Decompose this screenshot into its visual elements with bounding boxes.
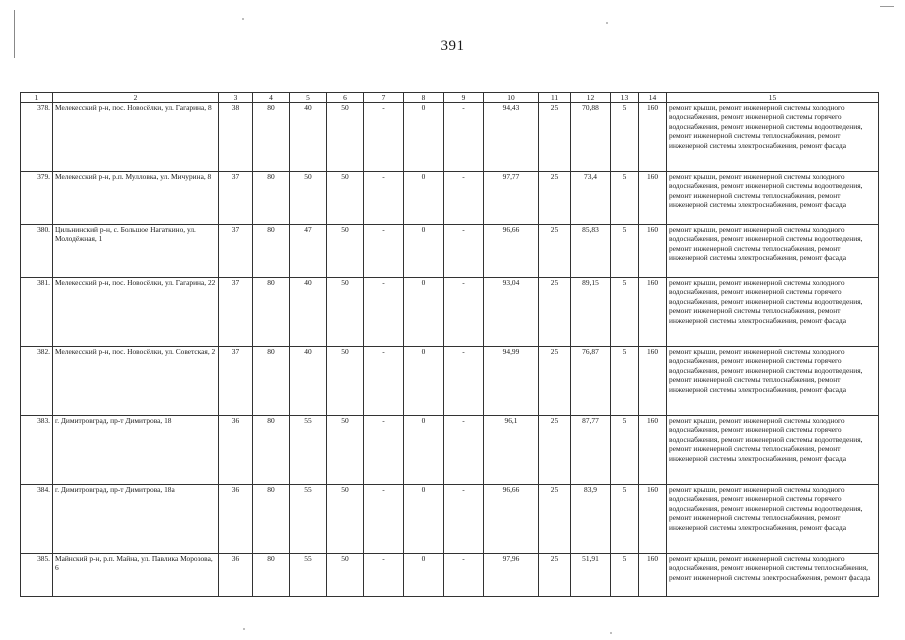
cell-value: - xyxy=(364,485,404,554)
cell-value: - xyxy=(364,554,404,597)
cell-value: 94,99 xyxy=(484,347,539,416)
cell-value: 0 xyxy=(404,278,444,347)
repair-works-list: ремонт крыши, ремонт инженерной системы холодного водоснабжения, ремонт инженерной системы горячего водоснабжения, ремонт инженерной системы водоотведения, ремонт инженерной системы теплоснабжения, ремонт инженерной системы электроснабжения, ремонт фасада xyxy=(667,347,879,416)
building-address: Мелекесский р-н, пос. Новосёлки, ул. Советская, 2 xyxy=(53,347,219,416)
cell-value: 160 xyxy=(639,554,667,597)
cell-value: 55 xyxy=(290,485,327,554)
cell-value: 37 xyxy=(219,347,253,416)
table-header-row xyxy=(21,93,879,103)
scan-speck xyxy=(610,632,612,634)
column-header: 7 xyxy=(364,93,404,103)
cell-value: 93,04 xyxy=(484,278,539,347)
column-header: 6 xyxy=(327,93,364,103)
cell-value: 0 xyxy=(404,416,444,485)
cell-value: - xyxy=(444,554,484,597)
cell-value: 50 xyxy=(327,554,364,597)
cell-value: 36 xyxy=(219,416,253,485)
cell-value: - xyxy=(364,416,404,485)
table-row xyxy=(21,172,879,225)
cell-value: 160 xyxy=(639,347,667,416)
cell-value: 36 xyxy=(219,554,253,597)
cell-value: 5 xyxy=(611,225,639,278)
cell-value: 25 xyxy=(539,172,571,225)
cell-value: 80 xyxy=(253,103,290,172)
cell-value: 73,4 xyxy=(571,172,611,225)
row-number: 381. xyxy=(21,278,53,347)
row-number: 384. xyxy=(21,485,53,554)
cell-value: - xyxy=(444,278,484,347)
building-address: г. Димитровград, пр-т Димитрова, 18а xyxy=(53,485,219,554)
cell-value: 85,83 xyxy=(571,225,611,278)
repair-works-list: ремонт крыши, ремонт инженерной системы холодного водоснабжения, ремонт инженерной системы горячего водоснабжения, ремонт инженерной системы водоотведения, ремонт инженерной системы теплоснабжения, ремонт инженерной системы электроснабжения, ремонт фасада xyxy=(667,278,879,347)
cell-value: 0 xyxy=(404,347,444,416)
cell-value: 70,88 xyxy=(571,103,611,172)
cell-value: 25 xyxy=(539,416,571,485)
cell-value: 50 xyxy=(290,172,327,225)
repair-works-list: ремонт крыши, ремонт инженерной системы холодного водоснабжения, ремонт инженерной системы теплоснабжения, ремонт инженерной системы электроснабжения, ремонт фасада xyxy=(667,554,879,597)
cell-value: 89,15 xyxy=(571,278,611,347)
column-header: 13 xyxy=(611,93,639,103)
cell-value: 160 xyxy=(639,172,667,225)
cell-value: 0 xyxy=(404,172,444,225)
cell-value: - xyxy=(364,225,404,278)
cell-value: 37 xyxy=(219,278,253,347)
cell-value: 0 xyxy=(404,225,444,278)
cell-value: 55 xyxy=(290,554,327,597)
cell-value: 5 xyxy=(611,554,639,597)
cell-value: 50 xyxy=(327,103,364,172)
cell-value: 51,91 xyxy=(571,554,611,597)
cell-value: 5 xyxy=(611,485,639,554)
row-number: 380. xyxy=(21,225,53,278)
building-address: Мелекесский р-н, пос. Новосёлки, ул. Гагарина, 22 xyxy=(53,278,219,347)
cell-value: - xyxy=(444,172,484,225)
cell-value: 83,9 xyxy=(571,485,611,554)
cell-value: 96,66 xyxy=(484,485,539,554)
cell-value: 50 xyxy=(327,485,364,554)
cell-value: - xyxy=(444,347,484,416)
cell-value: 160 xyxy=(639,225,667,278)
cell-value: 80 xyxy=(253,225,290,278)
cell-value: 37 xyxy=(219,172,253,225)
column-header: 12 xyxy=(571,93,611,103)
column-header: 3 xyxy=(219,93,253,103)
scan-speck xyxy=(606,22,608,24)
row-number: 383. xyxy=(21,416,53,485)
column-header: 4 xyxy=(253,93,290,103)
cell-value: 36 xyxy=(219,485,253,554)
cell-value: 80 xyxy=(253,172,290,225)
scan-speck xyxy=(243,628,245,630)
cell-value: 80 xyxy=(253,485,290,554)
cell-value: 94,43 xyxy=(484,103,539,172)
cell-value: 25 xyxy=(539,485,571,554)
cell-value: 50 xyxy=(327,172,364,225)
cell-value: 50 xyxy=(327,416,364,485)
cell-value: 25 xyxy=(539,554,571,597)
cell-value: 50 xyxy=(327,278,364,347)
column-header: 9 xyxy=(444,93,484,103)
row-number: 379. xyxy=(21,172,53,225)
column-header: 14 xyxy=(639,93,667,103)
table-row xyxy=(21,103,879,172)
building-address: Мелекесский р-н, пос. Новосёлки, ул. Гагарина, 8 xyxy=(53,103,219,172)
cell-value: 5 xyxy=(611,278,639,347)
table-row xyxy=(21,225,879,278)
column-header: 11 xyxy=(539,93,571,103)
cell-value: 40 xyxy=(290,103,327,172)
table-row xyxy=(21,485,879,554)
cell-value: - xyxy=(364,347,404,416)
cell-value: 40 xyxy=(290,347,327,416)
cell-value: 0 xyxy=(404,103,444,172)
cell-value: - xyxy=(444,416,484,485)
cell-value: 97,96 xyxy=(484,554,539,597)
scan-corner-mark xyxy=(880,6,894,7)
column-header: 1 xyxy=(21,93,53,103)
column-header: 15 xyxy=(667,93,879,103)
cell-value: - xyxy=(364,103,404,172)
repair-works-list: ремонт крыши, ремонт инженерной системы холодного водоснабжения, ремонт инженерной системы водоотведения, ремонт инженерной системы теплоснабжения, ремонт инженерной системы электроснабжения, ремонт фасада xyxy=(667,172,879,225)
cell-value: - xyxy=(364,278,404,347)
page-number: 391 xyxy=(440,38,465,54)
cell-value: 25 xyxy=(539,278,571,347)
cell-value: 80 xyxy=(253,416,290,485)
cell-value: 80 xyxy=(253,347,290,416)
cell-value: 50 xyxy=(327,225,364,278)
building-address: Мелекесский р-н, р.п. Мулловка, ул. Мичурина, 8 xyxy=(53,172,219,225)
cell-value: 0 xyxy=(404,554,444,597)
table-row xyxy=(21,347,879,416)
table-row xyxy=(21,416,879,485)
cell-value: 5 xyxy=(611,103,639,172)
repair-works-list: ремонт крыши, ремонт инженерной системы холодного водоснабжения, ремонт инженерной системы горячего водоснабжения, ремонт инженерной системы водоотведения, ремонт инженерной системы теплоснабжения, ремонт инженерной системы электроснабжения, ремонт фасада xyxy=(667,485,879,554)
scan-speck xyxy=(242,18,244,20)
column-header: 5 xyxy=(290,93,327,103)
column-header: 2 xyxy=(53,93,219,103)
repair-works-list: ремонт крыши, ремонт инженерной системы холодного водоснабжения, ремонт инженерной системы водоотведения, ремонт инженерной системы теплоснабжения, ремонт инженерной системы электроснабжения, ремонт фасада xyxy=(667,225,879,278)
cell-value: 80 xyxy=(253,278,290,347)
cell-value: - xyxy=(444,103,484,172)
housing-repair-table xyxy=(20,92,879,597)
cell-value: 160 xyxy=(639,485,667,554)
cell-value: - xyxy=(444,225,484,278)
cell-value: 76,87 xyxy=(571,347,611,416)
cell-value: 80 xyxy=(253,554,290,597)
column-header: 8 xyxy=(404,93,444,103)
table-row xyxy=(21,278,879,347)
cell-value: 96,66 xyxy=(484,225,539,278)
table-row xyxy=(21,554,879,597)
cell-value: 55 xyxy=(290,416,327,485)
cell-value: 5 xyxy=(611,172,639,225)
building-address: г. Димитровград, пр-т Димитрова, 18 xyxy=(53,416,219,485)
cell-value: 160 xyxy=(639,416,667,485)
cell-value: 38 xyxy=(219,103,253,172)
cell-value: 47 xyxy=(290,225,327,278)
cell-value: 160 xyxy=(639,103,667,172)
cell-value: 0 xyxy=(404,485,444,554)
cell-value: 5 xyxy=(611,416,639,485)
row-number: 385. xyxy=(21,554,53,597)
cell-value: - xyxy=(364,172,404,225)
cell-value: 37 xyxy=(219,225,253,278)
cell-value: 25 xyxy=(539,347,571,416)
row-number: 378. xyxy=(21,103,53,172)
cell-value: 25 xyxy=(539,103,571,172)
building-address: Цильнинский р-н, с. Большое Нагаткино, ул. Молодёжная, 1 xyxy=(53,225,219,278)
cell-value: 40 xyxy=(290,278,327,347)
cell-value: - xyxy=(444,485,484,554)
cell-value: 96,1 xyxy=(484,416,539,485)
column-header: 10 xyxy=(484,93,539,103)
repair-works-list: ремонт крыши, ремонт инженерной системы холодного водоснабжения, ремонт инженерной системы горячего водоснабжения, ремонт инженерной системы водоотведения, ремонт инженерной системы теплоснабжения, ремонт инженерной системы электроснабжения, ремонт фасада xyxy=(667,416,879,485)
building-address: Майнский р-н, р.п. Майна, ул. Павлика Морозова, 6 xyxy=(53,554,219,597)
cell-value: 87,77 xyxy=(571,416,611,485)
repair-works-list: ремонт крыши, ремонт инженерной системы холодного водоснабжения, ремонт инженерной системы горячего водоснабжения, ремонт инженерной системы водоотведения, ремонт инженерной системы теплоснабжения, ремонт инженерной системы электроснабжения, ремонт фасада xyxy=(667,103,879,172)
cell-value: 160 xyxy=(639,278,667,347)
cell-value: 5 xyxy=(611,347,639,416)
cell-value: 50 xyxy=(327,347,364,416)
cell-value: 97,77 xyxy=(484,172,539,225)
row-number: 382. xyxy=(21,347,53,416)
cell-value: 25 xyxy=(539,225,571,278)
